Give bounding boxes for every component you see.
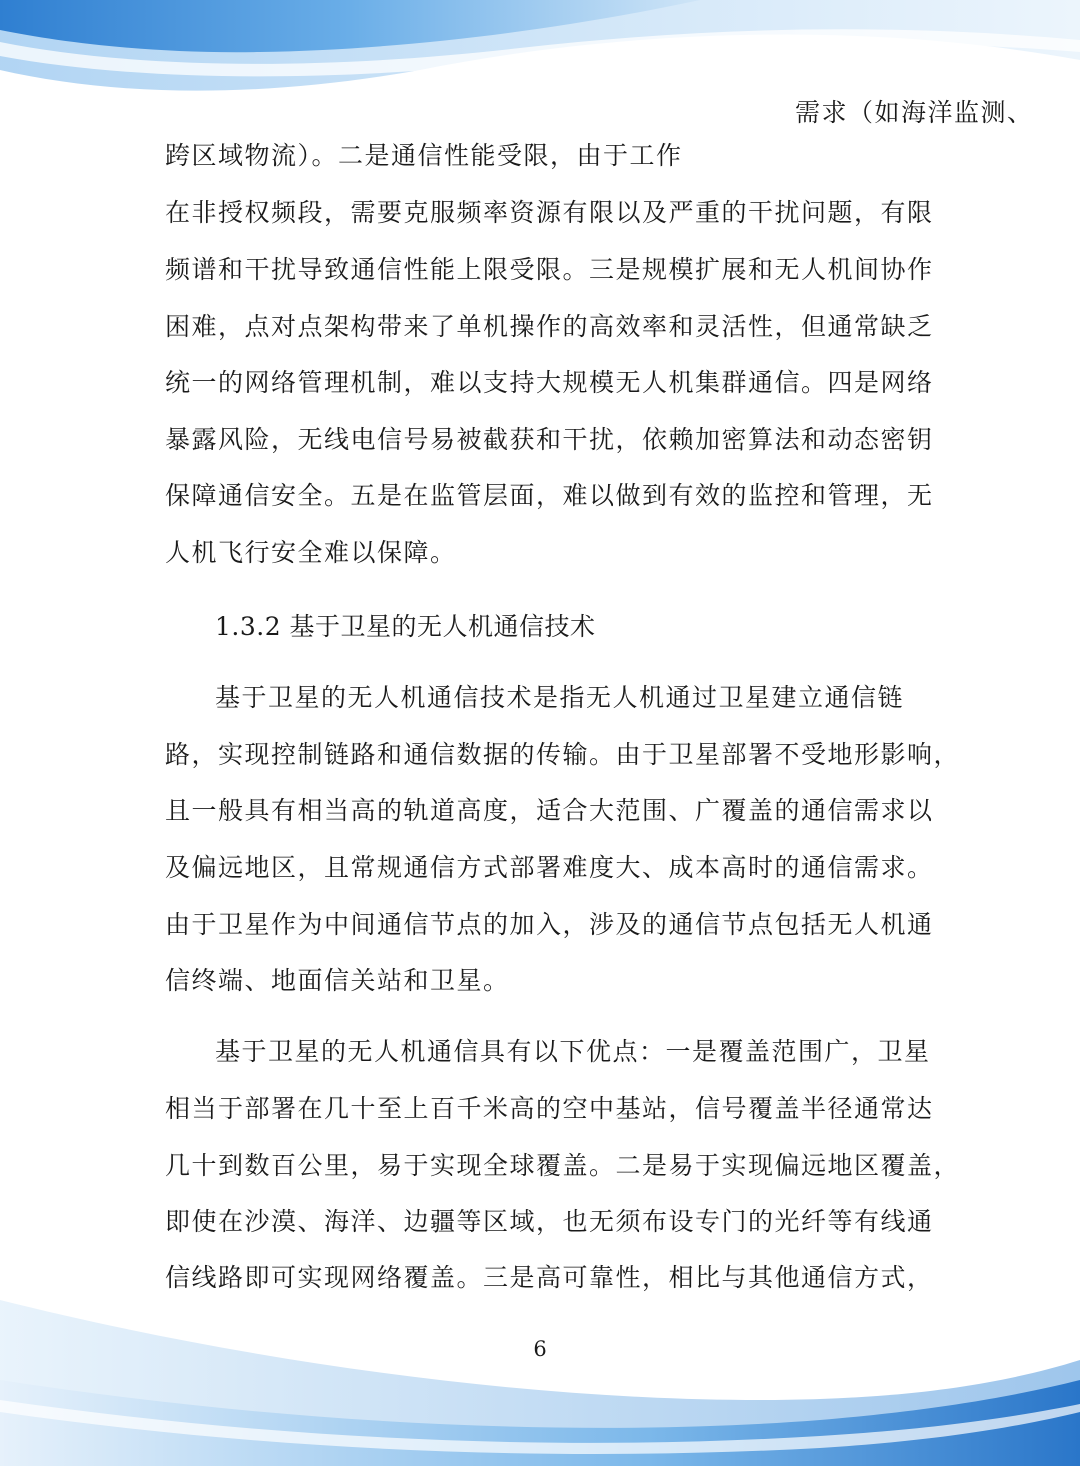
text-line: 及偏远地区，且常规通信方式部署难度大、成本高时的通信需求。 [165, 853, 934, 882]
text-line: 保障通信安全。五是在监管层面，难以做到有效的监控和管理，无 [165, 481, 934, 510]
text-line: 频谱和干扰导致通信性能上限受限。三是规模扩展和无人机间协作 [165, 255, 934, 284]
section-heading: 1.3.2 基于卫星的无人机通信技术 [215, 612, 596, 641]
text-line: 信终端、地面信关站和卫星。 [165, 966, 510, 995]
text-line: 且一般具有相当高的轨道高度，适合大范围、广覆盖的通信需求以 [165, 796, 934, 825]
text-line: 相当于部署在几十至上百千米高的空中基站，信号覆盖半径通常达 [165, 1094, 934, 1123]
text-line: 基于卫星的无人机通信技术是指无人机通过卫星建立通信链 [215, 683, 905, 712]
text-line: 几十到数百公里，易于实现全球覆盖。二是易于实现偏远地区覆盖， [165, 1151, 961, 1180]
text-line: 在非授权频段，需要克服频率资源有限以及严重的干扰问题，有限 [165, 198, 934, 227]
page-number: 6 [533, 1337, 547, 1361]
text-line: 基于卫星的无人机通信具有以下优点：一是覆盖范围广，卫星 [215, 1037, 931, 1066]
text-line: 由于卫星作为中间通信节点的加入，涉及的通信节点包括无人机通 [165, 910, 934, 939]
text-line: 即使在沙漠、海洋、边疆等区域，也无须布设专门的光纤等有线通 [165, 1207, 934, 1236]
text-line: 跨区域物流）。二是通信性能受限，由于工作 [165, 141, 683, 170]
text-line: 信线路即可实现网络覆盖。三是高可靠性，相比与其他通信方式， [165, 1263, 934, 1292]
text-line: 统一的网络管理机制，难以支持大规模无人机集群通信。四是网络 [165, 368, 934, 397]
text-line: 暴露风险，无线电信号易被截获和干扰，依赖加密算法和动态密钥 [165, 425, 934, 454]
text-line: 需求（如海洋监测、 [795, 98, 1034, 127]
text-line: 困难，点对点架构带来了单机操作的高效率和灵活性，但通常缺乏 [165, 312, 934, 341]
text-line: 路，实现控制链路和通信数据的传输。由于卫星部署不受地形影响， [165, 740, 961, 769]
text-line: 人机飞行安全难以保障。 [165, 538, 457, 567]
